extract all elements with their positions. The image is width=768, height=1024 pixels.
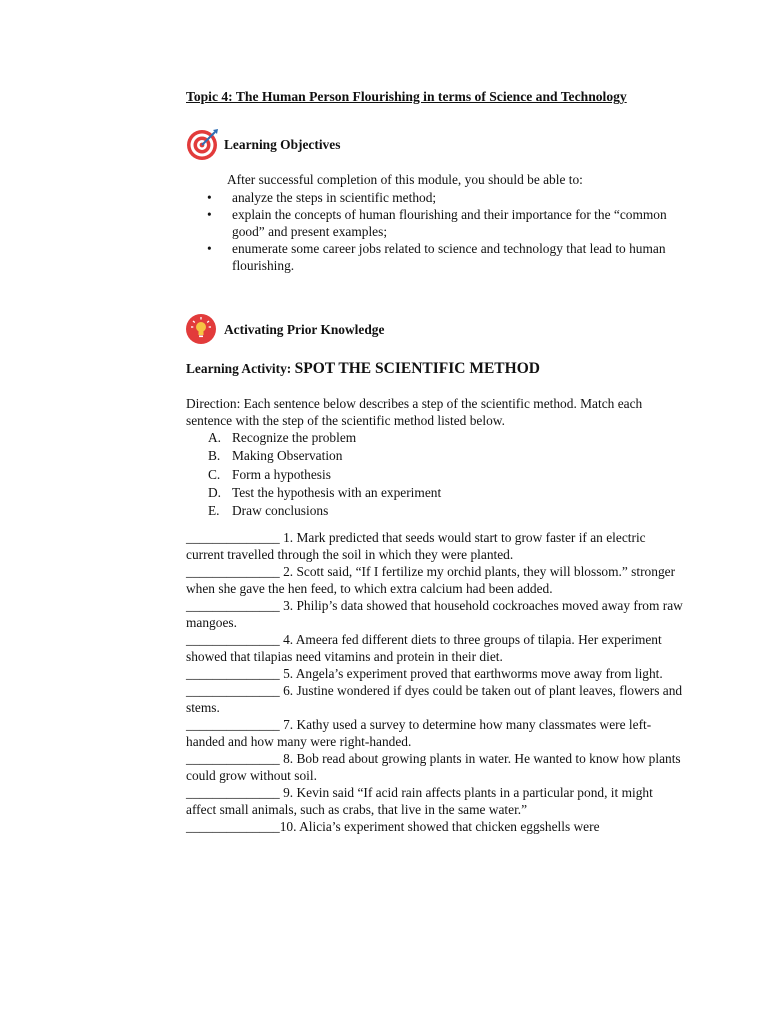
document-page (186, 88, 686, 835)
question-item: ______________ 3. Philip’s data showed that household cockroaches moved away from raw mangoes. (186, 598, 683, 631)
objectives-intro: After successful completion of this module, you should be able to: (227, 172, 583, 187)
objective-item: • enumerate some career jobs related to science and technology that lead to human flourishing. (186, 240, 686, 274)
steps-list (186, 429, 686, 520)
step-item (186, 429, 686, 447)
step-letter: A. (208, 430, 222, 445)
question-item: ______________ 4. Ameera fed different diets to three groups of tilapia. Her experiment showed that tilapias need vitamins and protein in their diet. (186, 632, 662, 665)
objectives-heading: Learning Objectives (224, 136, 341, 152)
step-text: Making Observation (232, 448, 343, 464)
step-item (186, 484, 686, 502)
question-item: ______________10. Alicia’s experiment showed that chicken eggshells were (186, 819, 600, 835)
items-list (186, 529, 686, 835)
prior-heading: Activating Prior Knowledge (224, 321, 385, 337)
lightbulb-icon (186, 312, 220, 346)
objective-item: • explain the concepts of human flourishing and their importance for the “common good” and present examples; (186, 206, 686, 240)
activity-title: SPOT THE SCIENTIFIC METHOD (294, 360, 540, 377)
activity-heading (186, 360, 686, 377)
objectives-list (186, 189, 686, 274)
activity-label: Learning Activity: (186, 361, 295, 376)
direction-text: Direction: Each sentence below describes a step of the scientific method. Match each sentence with the step of the scientific method listed below. (186, 396, 643, 428)
step-item (186, 466, 686, 484)
step-text: Draw conclusions (232, 503, 329, 519)
question-item: ______________ 5. Angela’s experiment proved that earthworms move away from light. (186, 666, 663, 682)
prior-heading-row (186, 312, 686, 346)
question-item: ______________ 1. Mark predicted that seeds would start to grow faster if an electric current travelled through the soil in which they were planted. (186, 530, 646, 563)
step-text: Test the hypothesis with an experiment (232, 484, 442, 500)
objective-item: • analyze the steps in scientific method; (186, 189, 686, 206)
question-item: ______________ 7. Kathy used a survey to determine how many classmates were left-handed and how many were right-handed. (186, 717, 652, 750)
topic-title: Topic 4: The Human Person Flourishing in terms of Science and Technology (186, 89, 627, 104)
question-item: ______________ 2. Scott said, “If I fertilize my orchid plants, they will blossom.” stronger when she gave the hen feed, to which extra calcium had been added. (186, 564, 676, 597)
step-letter: D. (208, 484, 222, 500)
question-item: ______________ 9. Kevin said “If acid rain affects plants in a particular pond, it might affect small animals, such as crabs, that live in the same water.” (186, 785, 653, 818)
question-item: ______________ 6. Justine wondered if dyes could be taken out of plant leaves, flowers and stems. (186, 683, 683, 716)
step-letter: C. (208, 466, 221, 482)
step-letter: B. (208, 448, 221, 464)
question-item: ______________ 8. Bob read about growing plants in water. He wanted to know how plants could grow without soil. (186, 751, 681, 784)
step-item (186, 447, 686, 465)
step-item (186, 502, 686, 520)
target-icon (186, 127, 220, 161)
step-text: Recognize the problem (232, 430, 357, 445)
objectives-heading-row (186, 127, 686, 161)
step-text: Form a hypothesis (232, 466, 331, 482)
step-letter: E. (208, 503, 220, 519)
